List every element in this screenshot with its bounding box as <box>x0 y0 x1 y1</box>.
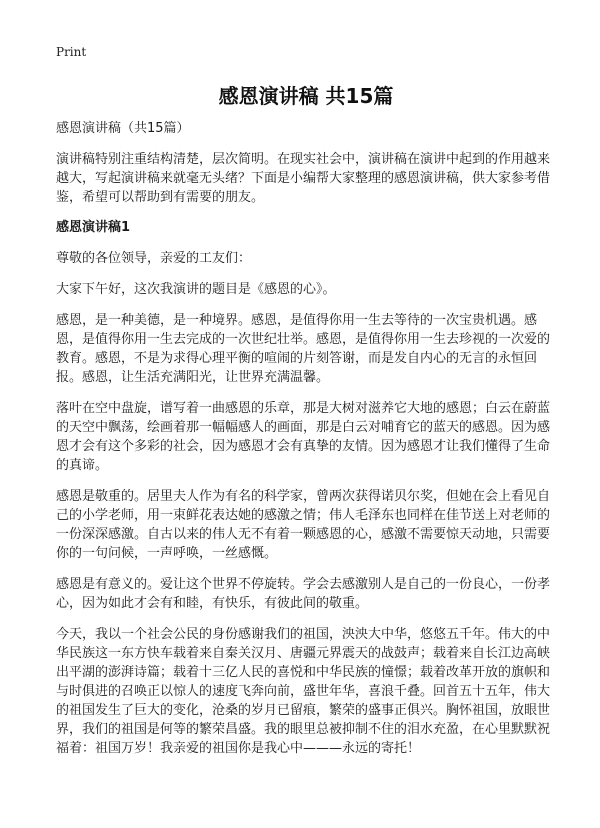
greeting-paragraph: 尊敬的各位领导，亲爱的工友们： <box>56 251 252 266</box>
body-paragraph: 落叶在空中盘旋，谱写着一曲感恩的乐章，那是大树对滋养它大地的感恩；白云在蔚蓝的天空中飘荡，绘画着那一幅幅感人的画面，那是白云对哺育它的蓝天的感恩。因为感恩才会有这个多彩的社会，因为感恩才会有真挚的友情。因为感恩才让我们懂得了生命的真谛。 <box>56 401 551 473</box>
opening-paragraph: 大家下午好，这次我演讲的题目是《感恩的心》。 <box>56 282 336 297</box>
document-subtitle: 感恩演讲稿（共15篇） <box>56 121 190 136</box>
body-paragraph: 感恩是有意义的。爱让这个世界不停旋转。学会去感激别人是自己的一份良心，一份孝心，因为如此才会有和睦，有快乐，有彼此间的敬重。 <box>56 577 551 611</box>
page-title: 感恩演讲稿 共15篇 <box>218 84 394 108</box>
body-paragraph: 感恩是敬重的。居里夫人作为有名的科学家，曾两次获得诺贝尔奖，但她在会上看见自己的小学老师，用一束鲜花表达她的感激之情；伟人毛泽东也同样在佳节送上对老师的一份深深感激。自古以来的伟人无不有着一颗感恩的心，感激不需要惊天动地，只需要你的一句问候，一声呼唤，一丝感慨。 <box>56 489 551 561</box>
print-link[interactable]: Print <box>56 45 87 59</box>
body-paragraph: 感恩，是一种美德，是一种境界。感恩，是值得你用一生去等待的一次宝贵机遇。感恩，是值得你用一生去完成的一次世纪壮举。感恩，是值得你用一生去珍视的一次爱的教育。感恩，不是为求得心理平衡的喧闹的片刻答谢，而是发自内心的无言的永恒回报。感恩，让生活充满阳光，让世界充满温馨。 <box>56 313 551 385</box>
section-heading: 感恩演讲稿1 <box>56 220 131 235</box>
intro-paragraph: 演讲稿特别注重结构清楚，层次简明。在现实社会中，演讲稿在演讲中起到的作用越来越大，写起演讲稿来就毫无头绪？下面是小编帮大家整理的感恩演讲稿，供大家参考借鉴，希望可以帮助到有需要的朋友。 <box>56 152 551 205</box>
body-paragraph: 今天，我以一个社会公民的身份感谢我们的祖国，泱泱大中华，悠悠五千年。伟大的中华民族这一东方快车载着来自秦关汉月、唐疆元界震天的战鼓声；载着来自长江边高峡出平湖的澎湃诗篇；载着十三亿人民的喜悦和中华民族的憧憬；载着改革开放的旗帜和与时俱进的召唤正以惊人的速度飞奔向前，盛世年华，喜浪千叠。回首五十五年，伟大的祖国发生了巨大的变化，沧桑的岁月已留痕，繁荣的盛事正俱兴。胸怀祖国，放眼世界，我们的祖国是何等的繁荣昌盛。我的眼里总被抑制不住的泪水充盈，在心里默默祝福着：祖国万岁！我亲爱的祖国你是我心中———永远的寄托！ <box>56 627 551 756</box>
